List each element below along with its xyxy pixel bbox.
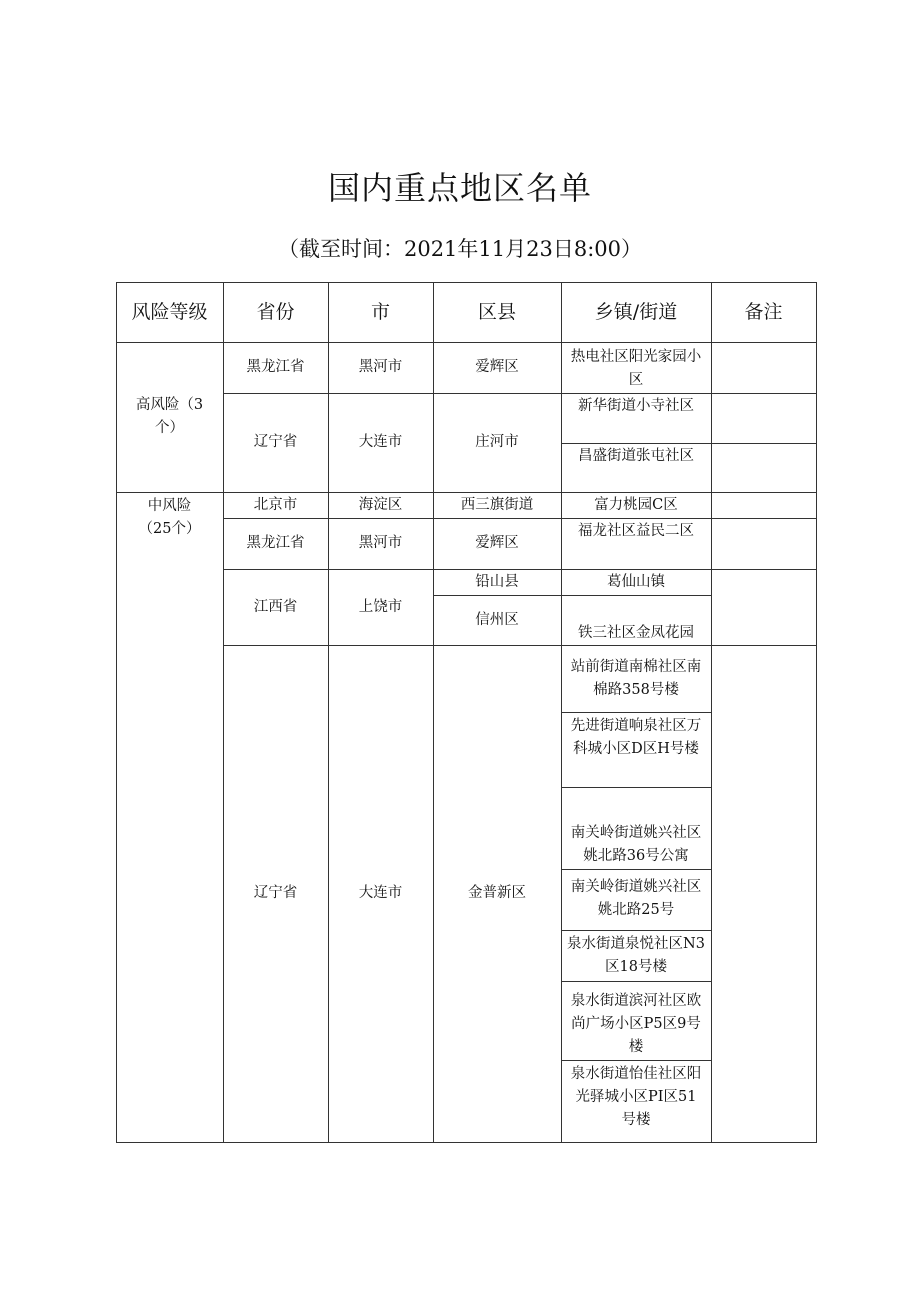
table-cell-street: 新华街道小寺社区: [578, 398, 694, 414]
table-cell-street: 福龙社区益民二区: [578, 523, 694, 539]
table-cell-street: 泉水街道怡佳社区阳光驿城小区PI区51号楼: [570, 1066, 702, 1128]
table-cell-district: 爱辉区: [475, 359, 519, 375]
page-title: 国内重点地区名单: [327, 169, 592, 207]
table-cell-city: 上饶市: [358, 598, 403, 615]
table-cell-street: 先进街道响泉社区万科城小区D区H号楼: [570, 718, 702, 757]
table-cell-street: 葛仙山镇: [607, 573, 665, 590]
page-subtitle: （截至时间：2021年11月23日8:00）: [277, 237, 643, 261]
table-cell-district: 爱辉区: [475, 535, 519, 551]
table-cell-district: 金普新区: [468, 885, 526, 901]
header-street: 乡镇/街道: [594, 300, 678, 323]
table-cell-street: 南关岭街道姚兴社区姚北路36号公寓: [570, 825, 702, 864]
table-cell-city: 海淀区: [358, 496, 403, 513]
table-cell-city: 黑河市: [358, 535, 403, 551]
table-cell-district: 信州区: [475, 611, 519, 628]
table-cell-street: 泉水街道滨河社区欧尚广场小区P5区9号楼: [570, 993, 702, 1055]
medium-risk-level: 中风险（25个）: [138, 498, 201, 537]
table-cell-city: 大连市: [358, 885, 403, 901]
table-cell-street: 泉水街道泉悦社区N3区18号楼: [567, 936, 705, 975]
table-cell-province: 辽宁省: [253, 434, 298, 450]
table-cell-province: 黑龙江省: [246, 359, 305, 375]
table-cell-district: 西三旗街道: [460, 496, 534, 513]
table-cell-street: 铁三社区金凤花园: [578, 625, 694, 641]
high-risk-level: 高风险（3个）: [135, 397, 204, 436]
table-cell-street: 热电社区阳光家园小区: [570, 349, 702, 388]
table-cell-street: 南关岭街道姚兴社区姚北路25号: [570, 879, 702, 918]
table-cell-city: 黑河市: [358, 359, 403, 375]
header-city: 市: [370, 300, 390, 323]
table-cell-province: 北京市: [253, 496, 298, 513]
table-cell-district: 庄河市: [475, 434, 519, 450]
table-cell-province: 辽宁省: [253, 885, 298, 901]
table-cell-district: 铅山县: [475, 573, 519, 590]
header-province: 省份: [256, 300, 295, 323]
header-risk-level: 风险等级: [131, 300, 208, 323]
table-cell-province: 黑龙江省: [246, 535, 305, 551]
table-cell-street: 富力桃园C区: [594, 496, 678, 513]
table-cell-city: 大连市: [358, 434, 403, 450]
table-cell-province: 江西省: [253, 598, 298, 615]
table-cell-street: 昌盛街道张屯社区: [578, 447, 694, 464]
header-district: 区县: [477, 300, 516, 323]
table-cell-street: 站前街道南棉社区南棉路358号楼: [570, 659, 702, 698]
header-remark: 备注: [744, 300, 783, 323]
